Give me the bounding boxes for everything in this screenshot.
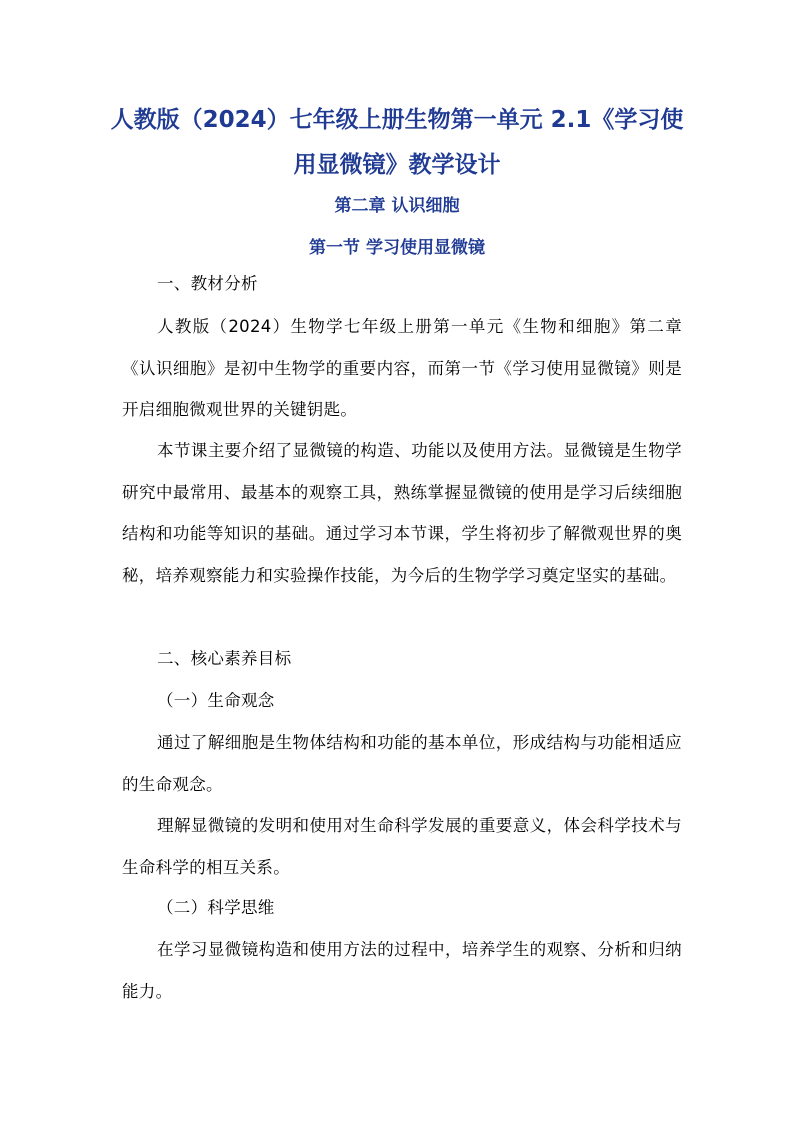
paragraph-5: 在学习显微镜构造和使用方法的过程中，培养学生的观察、分析和归纳能力。 [122, 940, 682, 1001]
document-title: 人教版（2024）七年级上册生物第一单元 2.1《学习使用显微镜》教学设计 [110, 107, 684, 178]
paragraph-2: 本节课主要介绍了显微镜的构造、功能以及使用方法。显微镜是生物学研究中最常用、最基本的观察工具，熟练掌握显微镜的使用是学习后续细胞结构和功能等知识的基础。通过学习本节课，学生将初步了解微观世界的奥秘，培养观察能力和实验操作技能，为今后的生物学学习奠定坚实的基础。 [122, 441, 682, 585]
section-heading: 第一节 学习使用显微镜 [309, 238, 485, 258]
heading-textbook-analysis: 一、教材分析 [157, 274, 258, 293]
subheading-life-concept: （一）生命观念 [157, 691, 275, 710]
paragraph-3: 通过了解细胞是生物体结构和功能的基本单位，形成结构与功能相适应的生命观念。 [122, 733, 682, 794]
subheading-scientific-thinking: （二）科学思维 [157, 898, 275, 917]
paragraph-1: 人教版（2024）生物学七年级上册第一单元《生物和细胞》第二章《认识细胞》是初中生物学的重要内容，而第一节《学习使用显微镜》则是开启细胞微观世界的关键钥匙。 [122, 317, 682, 419]
chapter-heading: 第二章 认识细胞 [334, 196, 460, 216]
paragraph-4: 理解显微镜的发明和使用对生命科学发展的重要意义，体会科学技术与生命科学的相互关系。 [122, 816, 682, 877]
heading-core-literacy: 二、核心素养目标 [157, 649, 292, 668]
